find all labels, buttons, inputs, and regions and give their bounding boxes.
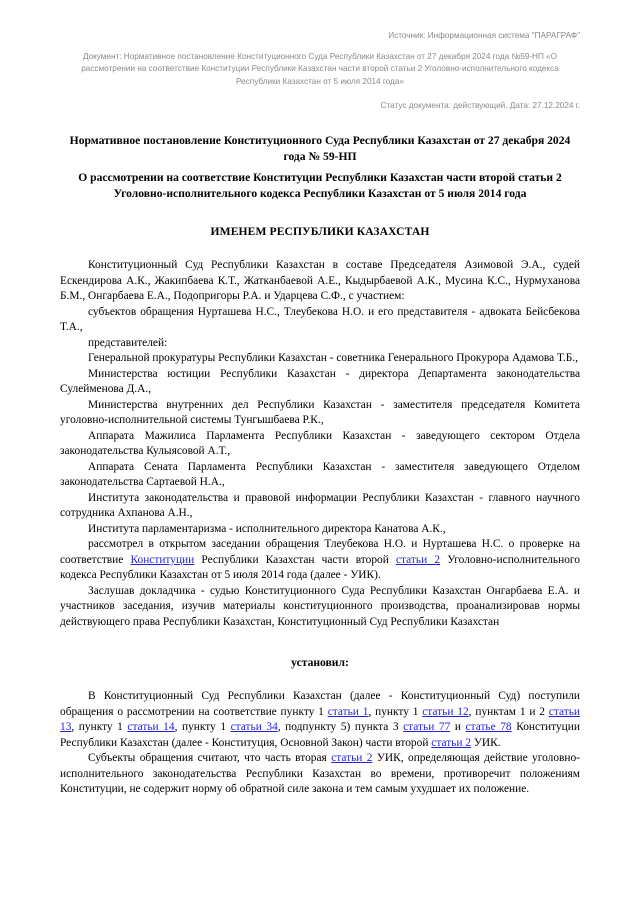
- text-fragment: , пункту 1: [71, 721, 128, 734]
- document-body-established: [60, 689, 580, 798]
- document-title-block: [60, 133, 580, 201]
- text-fragment: В Конституционный Суд Республики Казахстан (далее - Конституционный Суд) поступили обращения о рассмотрении на соответствие пункту 1: [60, 690, 580, 718]
- paragraph-mazhilis-apparatus: Аппарата Мажилиса Парламента Республики Казахстан - заведующего сектором Отдела законодательства Кулыясовой А.Т.,: [60, 429, 580, 458]
- text-fragment: , подпункту 5) пункта 3: [277, 721, 404, 734]
- in-name-of-republic-heading: ИМЕНЕМ РЕСПУБЛИКИ КАЗАХСТАН: [210, 225, 430, 239]
- document-body: [60, 258, 580, 630]
- page-subtitle: О рассмотрении на соответствие Конституции Республики Казахстан части второй статьи 2 Уголовно-исполнительного кодекса Республики Казахстан от 5 июля 2014 года: [78, 171, 562, 200]
- paragraph-institute-of-legislation: Института законодательства и правовой информации Республики Казахстан - главного научного сотрудника Ахпанова А.Н.,: [60, 491, 580, 520]
- paragraph-senate-apparatus: Аппарата Сената Парламента Республики Казахстан - заместителя заведующего Отделом законодательства Сартаевой Н.А.,: [60, 460, 580, 489]
- paragraph-applicants: субъектов обращения Нурташева Н.С., Тлеубекова Н.О. и его представителя - адвоката Бейсбекова Т.А.,: [60, 305, 580, 334]
- paragraph-composition: Конституционный Суд Республики Казахстан в составе Председателя Азимовой Э.А., судей Ескендирова А.К., Жакипбаева К.Т., Жатканбаевой А.Е., Кыдырбаевой А.К., Мусина К.С., Нурмуханова Б.М., Онгарбаева Е.А., Подопригоры Р.А. и Ударцева С.Ф., с участием:: [60, 259, 580, 303]
- text-fragment: Субъекты обращения считают, что часть вторая: [88, 752, 332, 765]
- link-stati-2-second[interactable]: статьи 2: [431, 736, 472, 749]
- paragraph-received-applications: [60, 689, 580, 751]
- text-fragment: , пунктам 1 и 2: [468, 705, 549, 718]
- paragraph-ministry-of-internal-affairs: Министерства внутренних дел Республики Казахстан - заместителя председателя Комитета уголовно-исполнительной системы Тунгышбаева Р.К.,: [60, 398, 580, 427]
- paragraph-ministry-of-justice: Министерства юстиции Республики Казахстан - директора Департамента законодательства Сулейменова Д.А.,: [60, 367, 580, 396]
- text-fragment: УИК.: [471, 736, 501, 749]
- document-descriptor-line: Документ: Нормативное постановление Конституционного Суда Республики Казахстан от 27 декабря 2024 года №59-НП «О рассмотрении на соответствие Конституции Республики Казахстан части второй статьи 2 Уголовно-исполнительного кодекса Республики Казахстан от 5 июля 2014 года»: [81, 51, 559, 86]
- paragraph-considered-in-open-session: [60, 537, 580, 584]
- text-fragment: и: [450, 721, 466, 734]
- text-fragment: Конституции Республики Казахстан (далее - Конституция, Основной Закон) части второй: [60, 721, 580, 749]
- link-stati-14[interactable]: статьи 14: [127, 721, 175, 734]
- paragraph-institute-of-parliamentarism: Института парламентаризма - исполнительного директора Канатова А.К.,: [88, 522, 446, 535]
- paragraph-having-heard-rapporteur: Заслушав докладчика - судью Конституционного Суда Республики Казахстан Онгарбаева Е.А. и участников заседания, изучив материалы конституционного производства, проанализировав нормы действующего права Республики Казахстан, Конституционный Суд Республики Казахстан: [60, 584, 580, 628]
- paragraph-representatives-label: представителей:: [88, 336, 168, 349]
- text-fragment: Уголовно-исполнительного кодекса Республики Казахстан от 5 июля 2014 года (далее - УИК).: [60, 553, 581, 582]
- page-title: Нормативное постановление Конституционного Суда Республики Казахстан от 27 декабря 2024 года № 59-НП: [69, 133, 571, 163]
- link-stati-2-third[interactable]: статьи 2: [331, 752, 373, 765]
- link-stati-77[interactable]: статьи 77: [403, 721, 451, 734]
- document-status-line: Статус документа: действующий. Дата: 27.12.2024 г.: [380, 101, 580, 111]
- paragraph-applicants-position: [60, 751, 580, 798]
- text-fragment: Республики Казахстан части второй: [194, 553, 396, 566]
- link-stati-13[interactable]: статьи 13: [60, 705, 580, 734]
- link-konstitucii[interactable]: Конституции: [130, 553, 195, 566]
- source-line: Источник: Информационная система "ПАРАГРАФ": [388, 31, 580, 40]
- document-meta-header: [60, 30, 580, 113]
- text-fragment: , пункту 1: [174, 721, 231, 734]
- established-heading: установил:: [291, 656, 349, 670]
- link-stati-2[interactable]: статьи 2: [395, 553, 441, 566]
- text-fragment: , пункту 1: [368, 705, 423, 718]
- link-stati-34[interactable]: статьи 34: [230, 721, 278, 734]
- link-state-78[interactable]: статье 78: [465, 721, 512, 734]
- paragraph-prosecutor-general: Генеральной прокуратуры Республики Казахстан - советника Генерального Прокурора Адамова Т.Б.,: [88, 352, 578, 365]
- link-stati-12[interactable]: статьи 12: [422, 705, 469, 718]
- text-fragment: рассмотрел в открытом заседании обращения Тлеубекова Н.О. и Нурташева Н.С. о проверке на соответствие: [60, 538, 580, 566]
- link-stati-1[interactable]: статьи 1: [327, 705, 369, 718]
- text-fragment: УИК, определяющая действие уголовно-исполнительного законодательства Республики Казахстан во времени, противоречит положениям Конституции, не содержит норму об обратной силе закона и тем самым ухудшает их положение.: [60, 752, 580, 796]
